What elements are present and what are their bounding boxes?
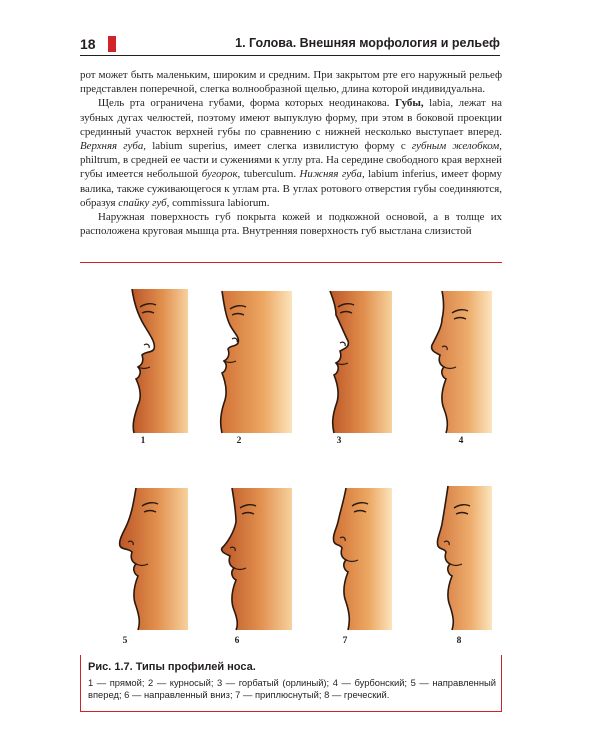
figure-top-rule — [80, 262, 502, 263]
term-lower-lip: Нижняя губа — [299, 168, 362, 181]
profile-label-2: 2 — [236, 436, 242, 446]
profile-label-5: 5 — [122, 636, 128, 646]
profile-label-3: 3 — [336, 436, 342, 446]
profile-2-snub — [196, 285, 292, 435]
term-lips: Губы, — [395, 97, 424, 110]
figure-caption-text: 1 — прямой; 2 — курносый; 3 — горбатый (орлиный); 4 — бурбонский; 5 — направленный вперед; 6 — направленный вниз; 7 — приплюснутый; 8 — греческий. — [88, 677, 496, 700]
term-tubercle: бугорок — [201, 168, 238, 181]
profile-label-6: 6 — [234, 636, 240, 646]
red-tab-marker — [108, 36, 116, 52]
term-commissure: спайку губ — [118, 196, 167, 209]
page-header — [80, 34, 500, 56]
profile-label-1: 1 — [140, 436, 146, 446]
profile-6-downward — [196, 482, 292, 632]
figure-caption-title: Рис. 1.7. Типы профилей носа. — [88, 661, 256, 673]
caption-frame-bottom — [80, 711, 502, 712]
profile-label-8: 8 — [456, 636, 462, 646]
profile-5-forward — [92, 482, 188, 632]
body-text — [80, 68, 502, 238]
header-rule — [80, 55, 500, 56]
page-number: 18 — [80, 36, 96, 52]
profile-7-flattened — [296, 482, 392, 632]
term-upper-lip: Верхняя губа — [80, 140, 144, 153]
paragraph-1: рот может быть маленьким, широким и средним. При закрытом рте его наружный рельеф представлен поперечной, слегка волнообразной щелью, длина которой индивидуальна. — [80, 69, 502, 96]
caption-frame-left — [80, 655, 81, 712]
profile-3-aquiline — [296, 285, 392, 435]
term-philtrum: губным желобком — [411, 140, 500, 153]
paragraph-3: Наружная поверхность губ покрыта кожей и подкожной основой, а в толще их расположена круговая мышца рта. Внутренняя поверхность губ выстлана слизистой — [80, 211, 502, 238]
profile-4-bourbon — [396, 285, 492, 435]
profile-8-greek — [396, 482, 492, 632]
profile-label-7: 7 — [342, 636, 348, 646]
paragraph-2: Щель рта ограничена губами, форма которых неодинакова. Губы, labia, лежат на зубных дугах челюстей, поэтому имеют выпуклую форму, при этом в боковой проекции срединный участок верхней губы по сравнению с нижней несколько выступает вперед. Верхняя губа, labium superius, имеет слегка извилистую форму с губным желобком, philtrum, в средней ее части и сужениями к углу рта. На середине свободного края верхней губы имеется небольшой бугорок, tuberculum. Нижняя губа, labium inferius, имеет форму валика, также суживающегося к углам рта. В углах ротового отверстия губы соединяются, образуя спайку губ, commissura labiorum. — [80, 97, 503, 209]
profile-1-straight — [92, 285, 188, 435]
caption-frame-right — [501, 655, 502, 712]
profile-label-4: 4 — [458, 436, 464, 446]
chapter-title: 1. Голова. Внешняя морфология и рельеф — [235, 36, 500, 50]
